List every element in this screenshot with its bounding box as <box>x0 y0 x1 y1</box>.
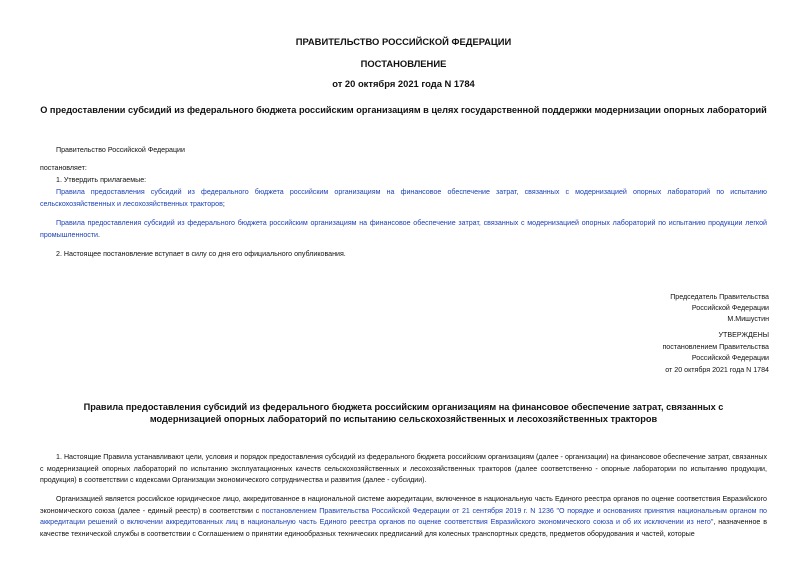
rules-paragraph-1: 1. Настоящие Правила устанавливают цели, условия и порядок предоставления субсидий из федерального бюджета российским организациям (далее - организации) на финансовое обеспечение затрат, связанных с модернизацией опорных лабораторий по испытанию эксплуатационных качеств сельскохозяйственных и лесохозяйственных тракторов (далее соответственно - опорные лаборатории по испытанию продукции, продукция) в соответствии с кодексами Организации экономического сотрудничества и развития (далее - субсидии). <box>40 453 767 484</box>
approval-line-1: УТВЕРЖДЕНЫ <box>718 331 769 339</box>
signature-block <box>670 292 769 325</box>
rules-link-2[interactable]: Правила предоставления субсидий из федерального бюджета российским организациям на финансовое обеспечение затрат, связанных с модернизацией опорных лабораторий по испытанию продукции легкой промышленности <box>40 219 767 239</box>
signature-position-1: Председатель Правительства <box>670 293 769 301</box>
signature-position-2: Российской Федерации <box>691 304 769 312</box>
rules-link-1-paragraph <box>40 187 767 210</box>
rules-paragraph-2-start: Организацией является российское юридическое лицо, аккредитованное в национальной системе аккредитации, включенное в национальную часть Единого реестра органов по оценке соответствия Евразийского экономического союза (далее - единый реестр) в соответствии с <box>40 495 767 515</box>
rules-paragraph-2-end: , назначенное в качестве технической службы в соответствии с Соглашением о принятии единообразных технических предписаний для колесных транспортных средств, предметов оборудования и частей, которые <box>40 518 767 538</box>
approval-line-4: от 20 октября 2021 года N 1784 <box>665 365 769 374</box>
document-date-number: от 20 октября 2021 года N 1784 <box>332 78 475 89</box>
resolution-1236-link[interactable]: постановлением Правительства Российской Федерации от 21 сентября 2019 г. N 1236 "О порядке и основаниях принятия национальным органом по аккредитации решений о включении аккредитованных лиц в национальную часть Единого реестра органов по оценке соответствия Евразийского экономического союза и об их исключении из него" <box>40 506 767 526</box>
item-1: 1. Утвердить прилагаемые: <box>56 176 147 184</box>
document-title: О предоставлении субсидий из федерального бюджета российским организациям в целях государственной поддержки модернизации опорных лабораторий <box>40 105 767 115</box>
government-header: ПРАВИТЕЛЬСТВО РОССИЙСКОЙ ФЕДЕРАЦИИ <box>295 36 512 47</box>
document-type: ПОСТАНОВЛЕНИЕ <box>360 58 447 69</box>
rules-paragraph-2 <box>40 494 767 540</box>
item-2: 2. Настоящее постановление вступает в силу со дня его официального опубликования. <box>56 250 346 258</box>
rules-link-2-suffix: . <box>98 230 101 239</box>
approval-line-3: Российской Федерации <box>691 354 769 363</box>
rules-link-1-suffix: ; <box>222 199 225 208</box>
approval-line-2: постановлением Правительства <box>662 342 769 351</box>
rules-link-1[interactable]: Правила предоставления субсидий из федерального бюджета российским организациям на финансовое обеспечение затрат, связанных с модернизацией опорных лабораторий по испытанию сельскохозяйственных и лесохозяйственных тракторов <box>40 188 767 208</box>
preamble-government: Правительство Российской Федерации <box>56 146 185 154</box>
rules-title: Правила предоставления субсидий из федерального бюджета российским организациям на финансовое обеспечение затрат, связанных с модернизацией опорных лабораторий по испытанию сельскохозяйственных и лесохозяйственных тракторов <box>83 402 724 424</box>
approval-block <box>662 330 769 376</box>
rules-link-2-paragraph <box>40 218 767 241</box>
preamble-decrees: постановляет: <box>40 164 87 172</box>
signature-name: М.Мишустин <box>727 315 769 323</box>
